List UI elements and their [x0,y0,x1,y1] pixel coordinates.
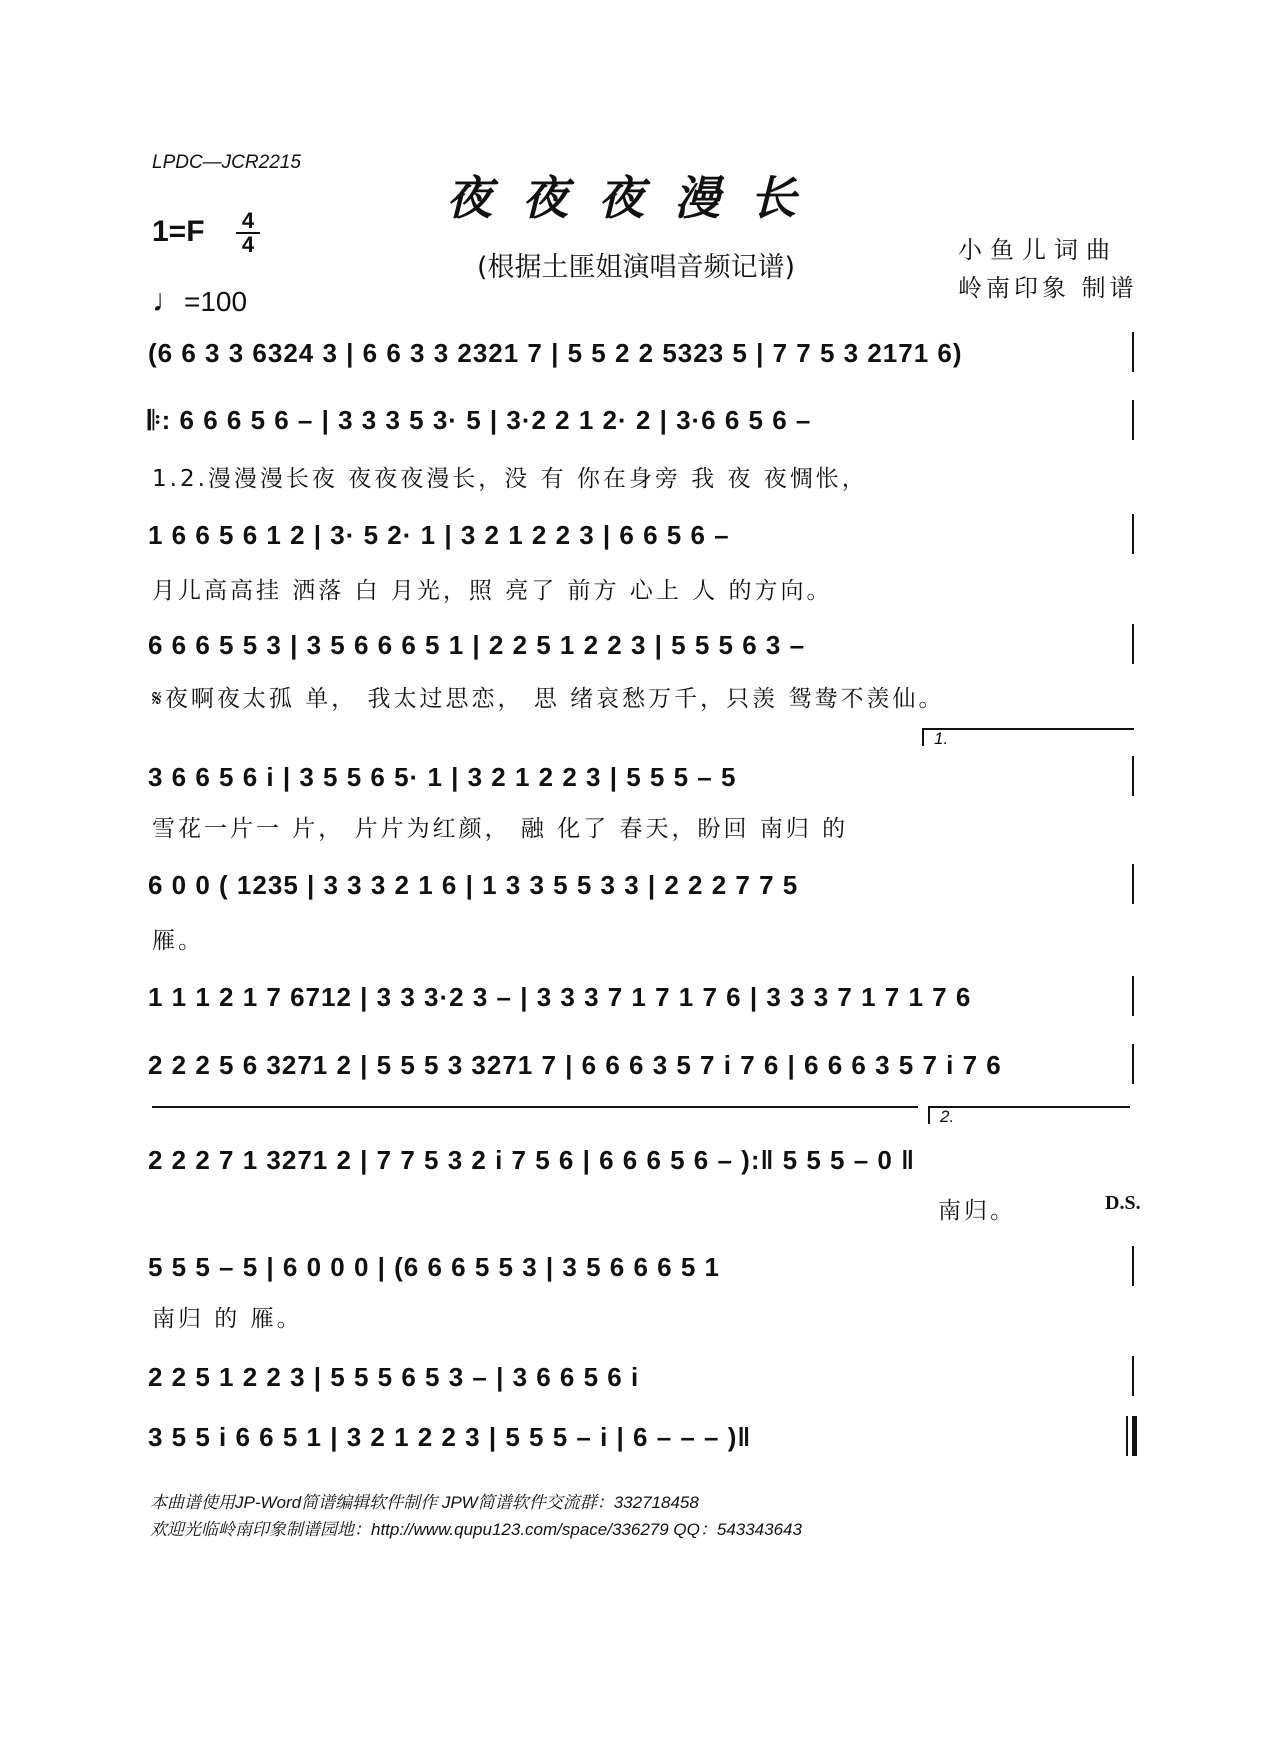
key-signature: 1=F [152,215,205,248]
time-signature [236,210,260,256]
bar-line [1126,1416,1128,1456]
notation-row: 2 2 2 7 1 3271 2 | 7 7 5 3 2 i 7 5 6 | 6 6 6 5 6 – ):‖ 5 5 5 – 0 ‖ [148,1145,916,1175]
notation-row: 6 6 6 5 5 3 | 3 5 6 6 6 5 1 | 2 2 5 1 2 2 3 | 5 5 5 6 3 – [148,630,806,660]
volta-bracket-2 [928,1106,1130,1124]
bar-line [1132,624,1134,664]
notation-row: 2 2 5 1 2 2 3 | 5 5 5 6 5 3 – | 3 6 6 5 6 i [148,1362,640,1392]
notation-row: 6 0 0 ( 1235 | 3 3 3 2 1 6 | 1 3 3 5 5 3 3 | 2 2 2 7 7 5 [148,870,799,900]
lyrics-row: 南归 的 雁。 [152,1306,303,1332]
song-title: 夜夜夜漫长 [446,171,826,225]
lyrics-row: 雪花一片一 片， 片片为红颜， 融 化了 春天，盼回 南归 的 [152,816,849,842]
bar-line [1132,1356,1134,1396]
lyrics-row: 1.2.漫漫漫长夜 夜夜夜漫长，没 有 你在身旁 我 夜 夜惆怅， [152,466,868,492]
bracket-line [152,1106,918,1108]
bar-line [1132,400,1134,440]
lyrics-row: 月儿高高挂 洒落 白 月光，照 亮了 前方 心上 人 的方向。 [152,578,833,604]
lyrics-row: 南归。 [938,1198,1016,1224]
bar-line [1132,976,1134,1016]
notation-row: 𝄆: 6 6 6 5 6 – | 3 3 3 5 3· 5 | 3·2 2 1 2· 2 | 3·6 6 5 6 – [148,405,812,435]
notation-row: 2 2 2 5 6 3271 2 | 5 5 5 3 3271 7 | 6 6 6 3 5 7 i 7 6 | 6 6 6 3 5 7 i 7 6 [148,1050,1002,1080]
final-bar-line [1132,1416,1137,1456]
song-subtitle: (根据土匪姐演唱音频记谱) [476,252,796,283]
score-code: LPDC—JCR2215 [152,152,301,173]
lyricist-credit: 小鱼儿词曲 [958,236,1118,264]
bar-line [1132,514,1134,554]
notation-row: 1 6 6 5 6 1 2 | 3· 5 2· 1 | 3 2 1 2 2 3 | 6 6 5 6 – [148,520,730,550]
ds-mark: D.S. [1105,1192,1141,1214]
notation-row: 3 5 5 i 6 6 5 1 | 3 2 1 2 2 3 | 5 5 5 – i | 6 – – – )‖ [148,1422,752,1452]
bar-line [1132,864,1134,904]
time-numerator: 4 [236,210,260,234]
bar-line [1132,1246,1134,1286]
volta-label: 1. [934,729,949,748]
notation-row: 3 6 6 5 6 i | 3 5 5 6 5· 1 | 3 2 1 2 2 3 | 5 5 5 – 5 [148,762,737,792]
time-denominator: 4 [241,232,255,257]
lyrics-row: 雁。 [152,928,204,954]
lyrics-row: 𝄋夜啊夜太孤 单， 我太过思恋， 思 绪哀愁万千，只羡 鸳鸯不羡仙。 [152,686,945,712]
notation-row: (6 6 3 3 6324 3 | 6 6 3 3 2321 7 | 5 5 2 2 5323 5 | 7 7 5 3 2171 6) [148,338,963,368]
bar-line [1132,756,1134,796]
notation-row: 5 5 5 – 5 | 6 0 0 0 | (6 6 6 5 5 3 | 3 5 6 6 6 5 1 [148,1252,720,1282]
tempo-value: =100 [184,286,248,317]
bar-line [1132,1044,1134,1084]
bar-line [1132,332,1134,372]
tempo-marking [152,282,247,319]
arranger-credit: 岭南印象 制谱 [958,274,1138,302]
notation-row: 1 1 1 2 1 7 6712 | 3 3 3·2 3 – | 3 3 3 7 1 7 1 7 6 | 3 3 3 7 1 7 1 7 6 [148,982,972,1012]
footer-line-1: 本曲谱使用JP-Word简谱编辑软件制作 JPW简谱软件交流群：332718458 [150,1493,699,1512]
quarter-note-icon: ♩ [152,282,184,318]
volta-label: 2. [940,1107,955,1126]
footer-line-2: 欢迎光临岭南印象制谱园地：http://www.qupu123.com/space/336279 QQ：543343643 [150,1520,802,1539]
volta-bracket-1 [922,728,1134,746]
